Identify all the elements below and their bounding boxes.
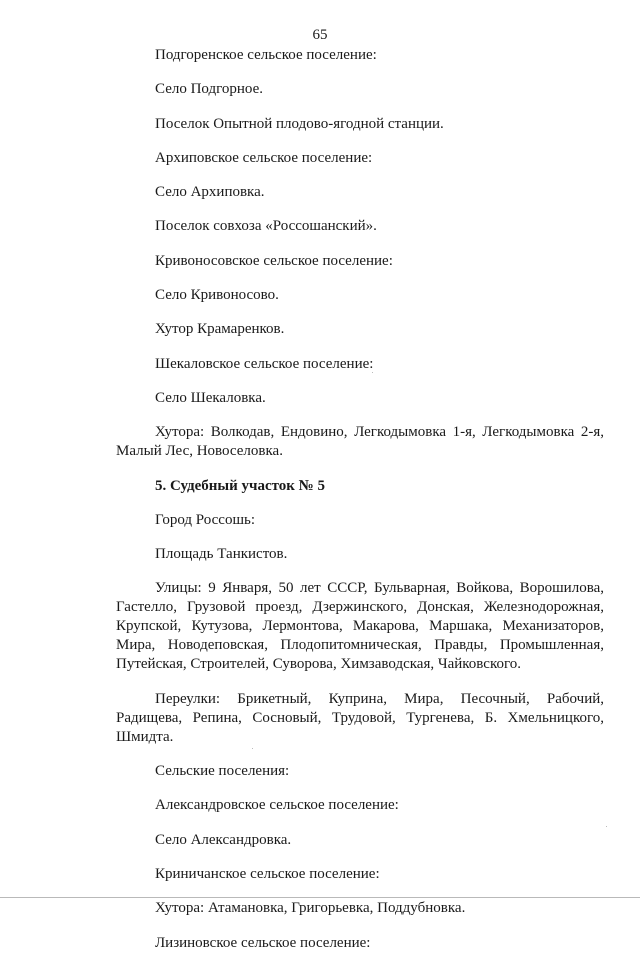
scan-speck (606, 826, 607, 827)
paragraph-poselok-rossoshanskiy: Поселок совхоза «Россошанский». (155, 218, 377, 235)
section-heading-district-5: 5. Судебный участок № 5 (155, 477, 326, 494)
paragraph-gorod-rossosh: Город Россошь: (155, 511, 256, 528)
scan-speck (252, 748, 253, 749)
paragraph-selo-arkhipovka: Село Архиповка. (155, 184, 265, 201)
page-bottom-edge (0, 897, 640, 898)
paragraph-lizinovskoe-settlement: Лизиновское сельское поселение: (155, 934, 371, 951)
paragraph-shekalovskoe-settlement: Шекаловское сельское поселение: (155, 355, 374, 372)
paragraph-podgorenskoe-settlement: Подгоренское сельское поселение: (155, 47, 377, 63)
scan-speck (372, 372, 373, 373)
paragraph-pereulki-list: Переулки: Брикетный, Куприна, Мира, Песочный, Рабочий, Радищева, Репина, Сосновый, Трудовой, Тургенева, Б. Хмельницкого, Шмидта. (116, 690, 604, 745)
page-number: 65 (312, 27, 328, 43)
paragraph-selskie-poseleniya: Сельские поселения: (155, 763, 290, 780)
paragraph-selo-podgornoe: Село Подгорное. (155, 81, 264, 98)
paragraph-krivonosovskoe-settlement: Кривоносовское сельское поселение: (155, 252, 393, 269)
paragraph-khutora-volkodav: Хутора: Волкодав, Ендовино, Легкодымовка 1-я, Легкодымовка 2-я, Малый Лес, Новоселовка. (116, 424, 604, 460)
paragraph-selo-krivonosovo: Село Кривоносово. (155, 287, 279, 304)
paragraph-arkhipovskoe-settlement: Архиповское сельское поселение: (155, 149, 373, 166)
paragraph-khutor-kramarenkov: Хутор Крамаренков. (155, 321, 285, 338)
paragraph-krinichanskoe-settlement: Криничанское сельское поселение: (155, 865, 380, 882)
paragraph-poselok-opytnoy-stantsii: Поселок Опытной плодово-ягодной станции. (155, 115, 444, 132)
paragraph-ulitsy-list: Улицы: 9 Января, 50 лет СССР, Бульварная, Войкова, Ворошилова, Гастелло, Грузовой проезд, Дзержинского, Донская, Железнодорожная, Крупской, Кутузова, Лермонтова, Макарова, Маршака, Механизаторов, Мира, Новодеповская, Плодопитомническая, Правды, Промышленная, Путейская, Строителей, Суворова, Химзаводская, Чайковского. (116, 580, 604, 673)
paragraph-selo-aleksandrovka: Село Александровка. (155, 831, 292, 848)
paragraph-ploshchad-tankistov: Площадь Танкистов. (155, 546, 288, 563)
paragraph-aleksandrovskoe-settlement: Александровское сельское поселение: (155, 797, 399, 814)
paragraph-khutora-atamanovka: Хутора: Атамановка, Григорьевка, Поддубновка. (155, 900, 466, 917)
document-body (116, 46, 604, 968)
paragraph-selo-shekalovka: Село Шекаловка. (155, 389, 266, 406)
